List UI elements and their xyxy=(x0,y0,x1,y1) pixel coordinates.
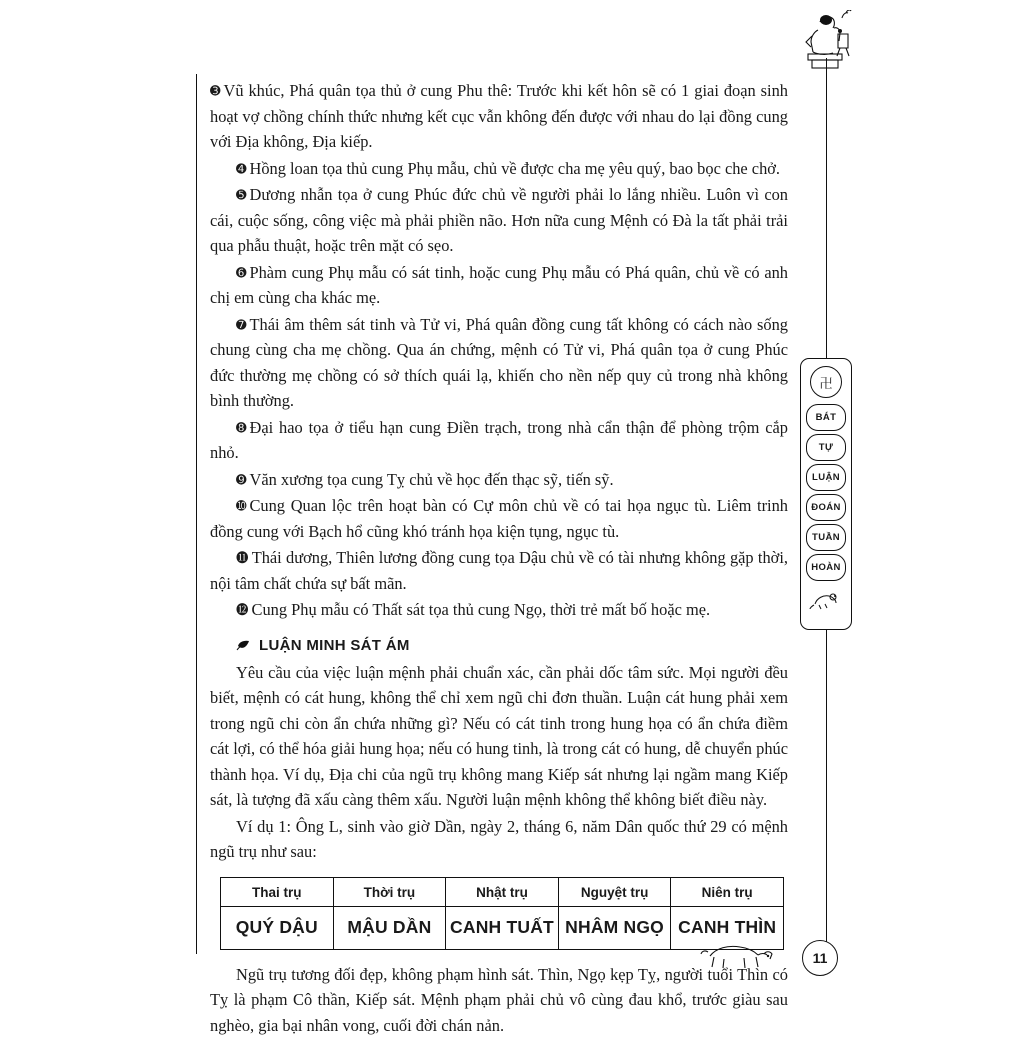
side-tab-tu[interactable]: TỰ xyxy=(806,434,846,461)
body-paragraph xyxy=(210,493,788,544)
section-paragraph: Ví dụ 1: Ông L, sinh vào giờ Dần, ngày 2, tháng 6, năm Dân quốc thứ 29 có mệnh ngũ trụ như sau: xyxy=(210,816,788,861)
table-header-row xyxy=(221,877,784,906)
paragraph-text: Hồng loan tọa thủ cung Phụ mẫu, chủ về được cha mẹ yêu quý, bao bọc che chở. xyxy=(249,158,781,178)
paragraph-text: Cung Quan lộc trên hoạt bàn có Cự môn chủ về có tai họa ngục tù. Liêm trinh đồng cung với Bạch hổ cũng khó tránh họa kiện tụng, ngục tù. xyxy=(210,496,788,541)
paragraph-text: Thái âm thêm sát tinh và Tử vi, Phá quân đồng cung tất không có cách nào sống chung cùng cha mẹ chồng. Qua án chứng, mệnh có Tử vi, Phá quân tọa ở cung Phúc đức thường mẹ chồng có sở thích quái lạ, khiến cho nền nếp quy củ trong nhà không bình thường. xyxy=(210,314,788,410)
body-paragraph xyxy=(210,260,788,311)
table-cell: QUÝ DẬU xyxy=(221,906,334,949)
side-tab-luan[interactable]: LUẬN xyxy=(806,464,846,491)
paragraph-text: Vũ khúc, Phá quân tọa thủ ở cung Phu thê: Trước khi kết hôn sẽ có 1 giai đoạn sinh hoạt vợ chồng chính thức nhưng kết cục vẫn không đến được với nhau do lại đồng cung với Địa không, Địa kiếp. xyxy=(210,81,788,151)
table-header-cell: Niên trụ xyxy=(671,877,784,906)
table-cell: MẬU DẦN xyxy=(333,906,446,949)
bullet-number: ➏ xyxy=(236,264,247,280)
leaf-icon xyxy=(236,639,251,652)
closing-paragraph: Ngũ trụ tương đối đẹp, không phạm hình sát. Thìn, Ngọ kẹp Tỵ, người tuổi Thìn có Tỵ là phạm Cô thần, Kiếp sát. Mệnh phạm phải chủ vô cùng đau khổ, trước giàu sau nghèo, gia bại nhân vong, cuối đời chán nản. xyxy=(210,964,788,1035)
body-paragraph xyxy=(210,182,788,259)
body-paragraph xyxy=(210,545,788,596)
body-paragraph xyxy=(210,467,788,493)
mouse-illustration xyxy=(809,588,843,615)
body-paragraph xyxy=(210,78,788,155)
section-heading xyxy=(236,637,788,654)
book-logo-icon: 卍 xyxy=(810,366,842,398)
side-tab-bat[interactable]: BÁT xyxy=(806,404,846,431)
bullet-number: ➎ xyxy=(236,187,247,202)
bullet-number: ➑ xyxy=(236,419,247,435)
table-header-cell: Thai trụ xyxy=(221,877,334,906)
main-text-column xyxy=(210,78,788,1039)
bullet-number: ⓬ xyxy=(236,602,249,617)
table-cell: CANH TUẤT xyxy=(446,906,559,949)
dog-illustration xyxy=(700,932,780,977)
table-cell: NHÂM NGỌ xyxy=(558,906,671,949)
table-header-cell: Thời trụ xyxy=(333,877,446,906)
bullet-number: ➓ xyxy=(236,498,247,513)
bullet-number: ⓫ xyxy=(236,550,249,565)
paragraph-text: Đại hao tọa ở tiểu hạn cung Điền trạch, trong nhà cẩn thận để phòng trộm cắp nhỏ. xyxy=(210,417,788,462)
bullet-number: ➒ xyxy=(236,471,247,487)
table-header-cell: Nhật trụ xyxy=(446,877,559,906)
paragraph-text: Phàm cung Phụ mẫu có sát tinh, hoặc cung Phụ mẫu có Phá quân, chủ về có anh chị em cùng cha khác mẹ. xyxy=(210,262,788,307)
table-header-cell: Nguyệt trụ xyxy=(558,877,671,906)
bullet-number: ➍ xyxy=(236,160,247,176)
paragraph-text: Thái dương, Thiên lương đồng cung tọa Dậu chủ về có tài nhưng không gặp thời, nội tâm chất chứa sự bất mãn. xyxy=(210,548,788,593)
left-margin-rule xyxy=(196,74,197,954)
body-paragraph xyxy=(210,597,788,623)
paragraph-text: Văn xương tọa cung Tỵ chủ về học đến thạc sỹ, tiến sỹ. xyxy=(249,469,614,489)
paragraph-text: Dương nhẫn tọa ở cung Phúc đức chủ về người phải lo lắng nhiều. Luôn vì con cái, cuộc sống, công việc mà phải phiền não. Hơn nữa cung Mệnh có Đà la tất phải trải qua phẫu thuật, hoặc trên mặt có sẹo. xyxy=(210,185,788,255)
bullet-number: ➌ xyxy=(210,83,221,98)
scholar-illustration xyxy=(768,10,854,85)
body-paragraph xyxy=(210,312,788,414)
body-paragraph xyxy=(210,156,788,182)
bullet-number: ➐ xyxy=(236,316,247,332)
table-cell: CANH THÌN xyxy=(671,906,784,949)
section-heading-text: LUẬN MINH SÁT ÁM xyxy=(259,636,410,654)
side-tab-doan[interactable]: ĐOÁN xyxy=(806,494,846,521)
page-number: 11 xyxy=(802,940,838,976)
paragraph-text: Cung Phụ mẫu có Thất sát tọa thủ cung Ngọ, thời trẻ mất bố hoặc mẹ. xyxy=(251,600,711,619)
body-paragraph xyxy=(210,415,788,466)
side-tab-strip xyxy=(800,358,852,630)
section-paragraph: Yêu cầu của việc luận mệnh phải chuẩn xác, cần phải dốc tâm sức. Mọi người đều biết, mệnh có cát hung, không thể chỉ xem ngũ chi đơn thuần. Luận cát hung phải xem trong ngũ chi còn ẩn chứa những gì? Nếu có cát tinh trong hung họa có ẩn chứa điềm cát lợi, có thể hóa giải hung họa; nếu có hung tinh, là trong cát có hung, dễ chuyển phúc thành họa. Ví dụ, Địa chi của ngũ trụ không mang Kiếp sát nhưng lại ngầm mang Kiếp sát, là tượng đã xấu càng thêm xấu. Người luận mệnh không thể không biết điều này. xyxy=(210,662,788,809)
side-tab-hoan[interactable]: HOÀN xyxy=(806,554,846,581)
side-tab-tuan[interactable]: TUẦN xyxy=(806,524,846,551)
